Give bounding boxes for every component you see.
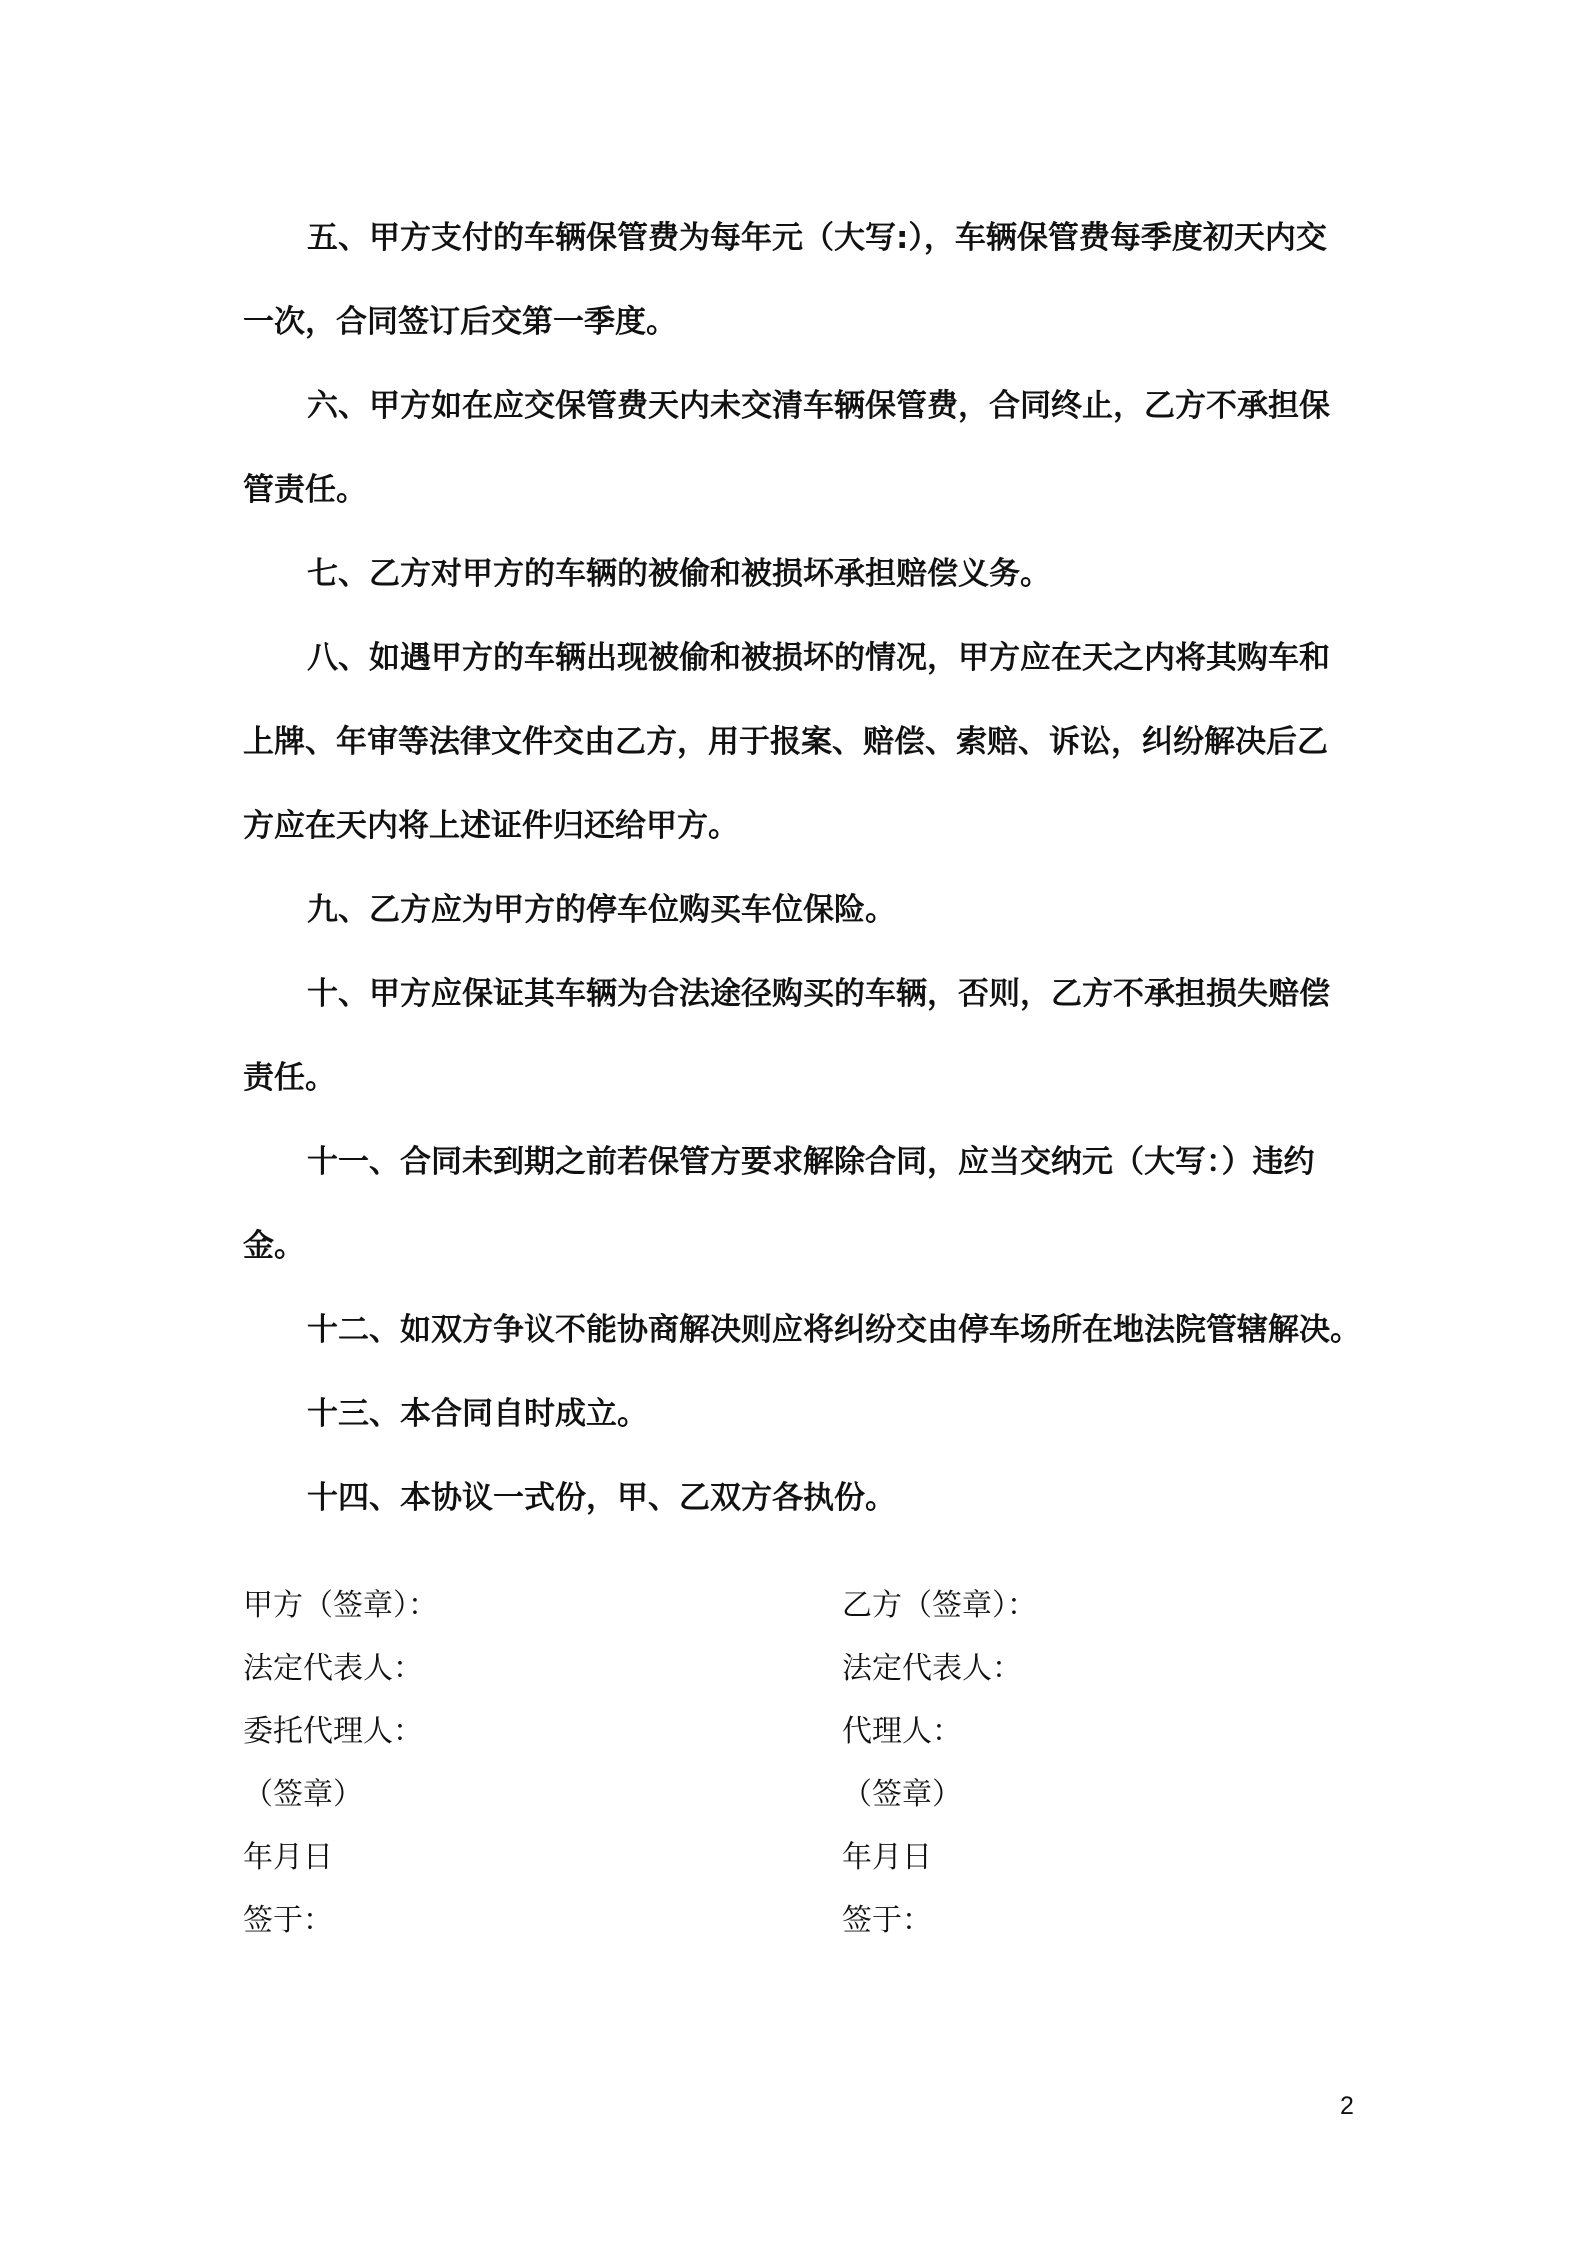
clause-5 <box>243 196 1363 364</box>
clause-line: 金。 <box>243 1228 305 1264</box>
clause-line: 十四、本协议一式份，甲、乙双方各执份。 <box>307 1480 896 1516</box>
party-a-stamp-label: （签章） <box>243 1777 363 1812</box>
clause-6 <box>243 364 1363 532</box>
clause-line: 十、甲方应保证其车辆为合法途径购买的车辆，否则，乙方不承担损失赔偿 <box>307 976 1330 1012</box>
clause-14 <box>243 1456 1363 1540</box>
party-a-agent-label: 委托代理人： <box>243 1714 423 1749</box>
clause-line: 管责任。 <box>243 472 367 508</box>
clause-line: 责任。 <box>243 1060 336 1096</box>
clause-line: 十一、合同未到期之前若保管方要求解除合同，应当交纳元（大写：）违约 <box>307 1144 1315 1180</box>
clause-line: 六、甲方如在应交保管费天内未交清车辆保管费，合同终止，乙方不承担保 <box>307 388 1330 424</box>
clause-13 <box>243 1372 1363 1456</box>
contract-clauses <box>243 196 1363 1540</box>
party-b-agent-label: 代理人： <box>842 1714 962 1749</box>
party-a-legal-rep-label: 法定代表人： <box>243 1651 423 1686</box>
party-b-signed-at-label: 签于： <box>842 1903 932 1938</box>
clause-8 <box>243 616 1363 868</box>
party-b-legal-rep-label: 法定代表人： <box>842 1651 1022 1686</box>
clause-7 <box>243 532 1363 616</box>
clause-line: 十三、本合同自时成立。 <box>307 1396 648 1432</box>
party-a-signed-at-label: 签于： <box>243 1903 333 1938</box>
clause-line: 十二、如双方争议不能协商解决则应将纠纷交由停车场所在地法院管辖解决。 <box>307 1312 1361 1348</box>
party-b-seal-label: 乙方（签章）： <box>842 1588 1037 1623</box>
clause-line: 上牌、年审等法律文件交由乙方，用于报案、赔偿、索赔、诉讼，纠纷解决后乙 <box>243 724 1328 760</box>
clause-9 <box>243 868 1363 952</box>
party-b-signature-block <box>842 1574 1037 1952</box>
page-number: 2 <box>1340 2092 1354 2120</box>
clause-11 <box>243 1120 1363 1288</box>
clause-12 <box>243 1288 1363 1372</box>
party-b-date-label: 年月日 <box>842 1840 932 1875</box>
party-a-seal-label: 甲方（签章）： <box>243 1588 438 1623</box>
clause-line: 八、如遇甲方的车辆出现被偷和被损坏的情况，甲方应在天之内将其购车和 <box>307 640 1330 676</box>
clause-10 <box>243 952 1363 1120</box>
clause-line: 一次，合同签订后交第一季度。 <box>243 304 677 340</box>
clause-line: 五、甲方支付的车辆保管费为每年元（大写:），车辆保管费每季度初天内交 <box>307 220 1327 256</box>
clause-line: 七、乙方对甲方的车辆的被偷和被损坏承担赔偿义务。 <box>307 556 1051 592</box>
party-b-stamp-label: （签章） <box>842 1777 962 1812</box>
party-a-date-label: 年月日 <box>243 1840 333 1875</box>
party-a-signature-block <box>243 1574 438 1952</box>
clause-line: 九、乙方应为甲方的停车位购买车位保险。 <box>307 892 896 928</box>
clause-line: 方应在天内将上述证件归还给甲方。 <box>243 808 739 844</box>
